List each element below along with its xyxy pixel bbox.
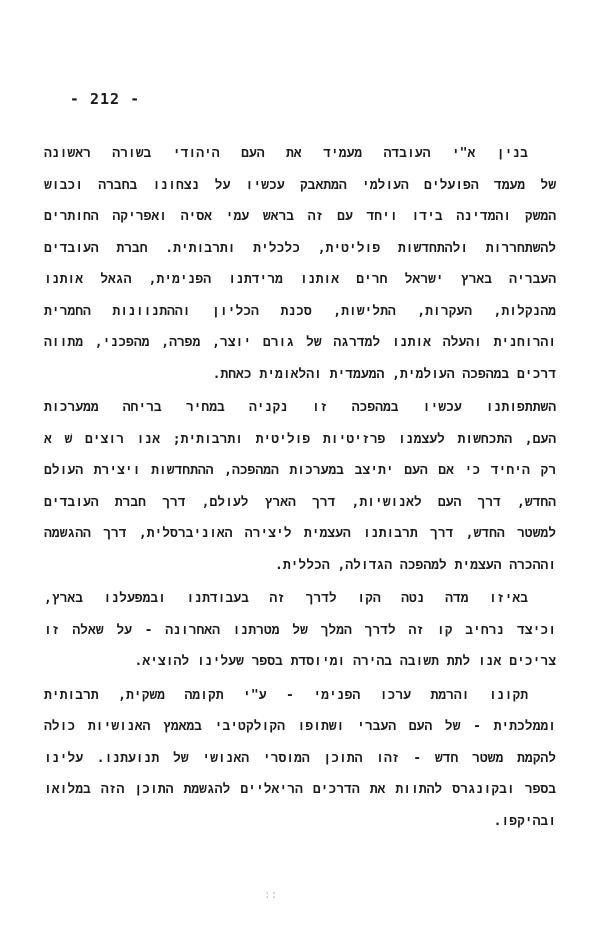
text-line: באיזו מדה נטה הקו לדרך זה בעבודתנו ובמפעלנו בארץ,	[44, 591, 528, 606]
text-line: צריכים אנו לתת תשובה בהירה ומיוסדת בספר שעלינו להוציא.	[134, 654, 556, 669]
text-line: דרכים במהפכה העולמית, המעמדית והלאומית כאחת.	[212, 366, 556, 382]
page-number: - 212 -	[69, 90, 141, 108]
paragraph-1	[44, 138, 556, 390]
text-line: השתתפותנו עכשיו במהפכה זו נקניה במחיר בריחה ממערכות	[44, 400, 556, 415]
paragraph-2	[44, 392, 556, 581]
paragraph-4	[44, 680, 556, 838]
document-body	[44, 138, 556, 837]
text-line: העבריה בארץ ישראל חרים אותנו מרידתנו הפנימית, הגאל אותנו	[44, 272, 556, 287]
text-line: להשתחררות ולהתחדשות פוליטית, כלכלית ותרבותית. חברת העובדים	[44, 240, 556, 256]
text-line: למשטר החדש, דרך תרבותנו העצמית ליצירה האוניברסלית, דרך ההגשמה	[44, 526, 556, 541]
footer-mark: ::	[264, 888, 278, 901]
paragraph-3	[44, 583, 556, 678]
text-line: של מעמד הפועלים העולמי המתאבק עכשיו על נצחונו בחברה וכבוש	[44, 177, 556, 193]
text-line: וממלכתית - של העם העברי ושתופו הקולקטיבי במאמץ האנושיות כולה	[44, 719, 556, 734]
text-line: וכיצד נרחיב קו זה לדרך המלך של מטרתנו האחרונה - על שאלה זו	[44, 622, 556, 638]
text-line: רק היחיד כי אם העם יתיצב במערכות המהפכה, ההתחדשות ויצירת העולם	[44, 463, 556, 478]
text-line: המשק והמדינה בידו ויחד עם זה בראש עמי אסיה ואפריקה החותרים	[44, 209, 556, 224]
text-line: בנין א"י העובדה מעמיד את העם היהודי בשורה ראשונה	[44, 146, 528, 161]
text-line: העם, התכחשות לעצמנו פרזיטיות פוליטית ותרבותית; אנו רוצים שׁ א	[44, 431, 556, 447]
text-line: והרוחנית והעלה אותנו למדרגה של גורם יוצר, מפרה, מהפכני, מתווה	[44, 335, 556, 350]
text-line: להקמת משטר חדש - זהו התוכן המוסרי האנושי של תנועתנו. עלינו	[44, 750, 556, 766]
text-line: בספר ובקונגרס להתוות את הדרכים הריאליים להגשמת התוכן הזה במלואו	[44, 782, 556, 797]
text-line: וההכרה העצמית למהפכה הגדולה, הכללית.	[275, 557, 556, 573]
text-line: תקונו והרמת ערכו הפנימי - ע"י תקומה משקית, תרבותית	[44, 687, 528, 703]
text-line: החדש, דרך העם לאנושיות, דרך הארץ לעולם, דרך חברת העובדים	[44, 494, 556, 510]
text-line: ובהיקפו.	[493, 813, 556, 829]
text-line: מהנקלות, העקרות, התלישות, סכנת הכליון וההתנוונות החמרית	[44, 303, 556, 319]
